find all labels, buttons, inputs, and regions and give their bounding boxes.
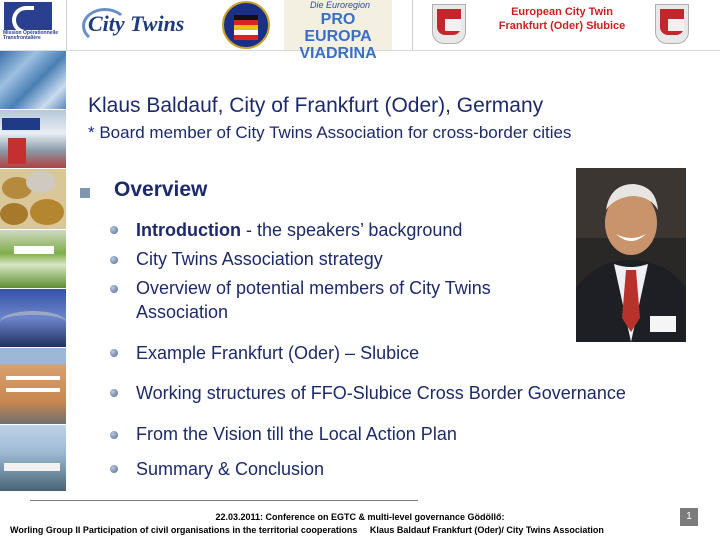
poster-icon	[0, 230, 66, 288]
slubice-crest-icon	[655, 4, 689, 44]
intro-bold-label: Introduction	[136, 220, 241, 240]
overview-heading: Overview	[114, 178, 208, 201]
overview-item: Overview of potential members of City Twins Association	[136, 278, 491, 322]
footer-working-group: Worling Group II Participation of civil organisations in the territorial cooperations	[10, 525, 358, 535]
mot-logo-text: Mission Opérationnelle Transfrontalière	[3, 30, 59, 41]
mot-logo	[0, 0, 62, 50]
euroregion-main-text: PRO EUROPA VIADRINA	[299, 11, 377, 62]
round-bullet-icon	[110, 349, 118, 357]
euroregion-top-text: Die Euroregion	[310, 0, 371, 10]
city-twins-logo-text: City Twins	[88, 11, 185, 36]
page-number: 1	[680, 508, 698, 526]
round-bullet-icon	[110, 431, 118, 439]
round-bullet-icon	[110, 389, 118, 397]
round-bullet-icon	[110, 465, 118, 473]
footer-divider	[30, 500, 418, 501]
header-divider	[412, 0, 413, 50]
coins-icon	[0, 169, 66, 229]
overview-item: From the Vision till the Local Action Plan	[136, 424, 457, 444]
slubice-sign-icon	[0, 110, 66, 168]
slide-title: Klaus Baldauf, City of Frankfurt (Oder), Germany	[88, 94, 544, 117]
round-bullet-icon	[110, 226, 118, 234]
ect-line1: European City Twin	[511, 6, 613, 18]
intro-rest-label: - the speakers’ background	[240, 220, 463, 240]
city-twins-logo	[80, 0, 210, 50]
header-band	[0, 0, 720, 62]
euroregion-logo	[284, 0, 392, 62]
european-city-twin-label	[474, 5, 650, 33]
footer-author: Klaus Baldauf Frankfurt (Oder)/ City Twins Association	[369, 525, 604, 535]
square-bullet-icon	[80, 188, 90, 198]
header-divider	[66, 0, 67, 50]
overview-item: City Twins Association strategy	[136, 249, 383, 269]
round-bullet-icon	[110, 285, 118, 293]
mot-logo-mark-icon	[4, 2, 52, 30]
speaker-portrait-photo	[576, 168, 686, 342]
slide-subtitle: * Board member of City Twins Association for cross-border cities	[88, 123, 572, 142]
round-bullet-icon	[110, 256, 118, 264]
footer-detail-line	[10, 525, 715, 535]
footer-conference-line: 22.03.2011: Conference on EGTC & multi-level governance Gödöllő:	[215, 512, 505, 522]
overview-item: Working structures of FFO-Slubice Cross Border Governance	[136, 383, 626, 403]
overview-item: Example Frankfurt (Oder) – Slubice	[136, 343, 420, 363]
image-strip	[0, 51, 66, 491]
river-boat-icon	[0, 425, 66, 491]
building-facade-icon	[0, 51, 66, 109]
overview-item-introduction	[136, 218, 566, 242]
palace-icon	[0, 348, 66, 424]
eu-emblem-icon	[222, 1, 270, 49]
frankfurt-crest-icon	[432, 4, 466, 44]
overview-item: Summary & Conclusion	[136, 459, 325, 479]
bridge-icon	[0, 289, 66, 347]
ect-line2: Frankfurt (Oder) Słubice	[498, 20, 626, 32]
eu-emblem	[220, 0, 268, 50]
